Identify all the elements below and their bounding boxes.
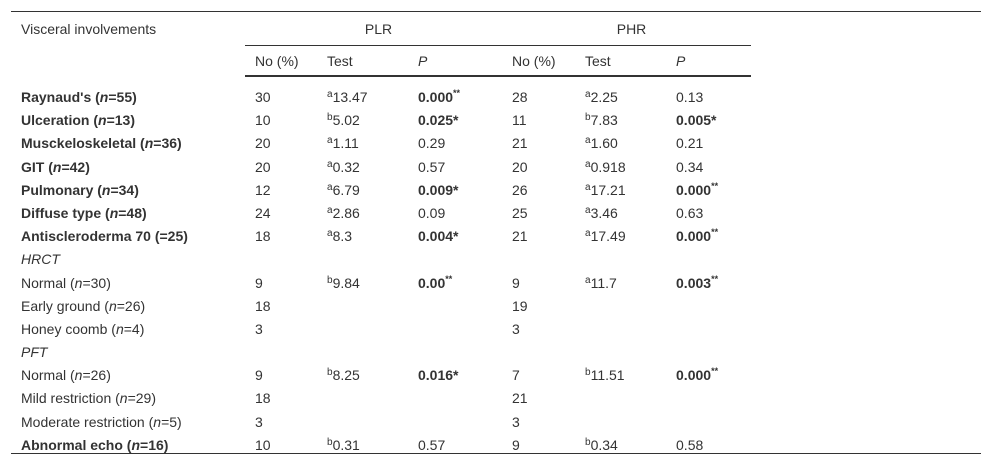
- cell-p: [666, 175, 751, 198]
- cell-no: [502, 105, 575, 128]
- test-prefix: a: [585, 158, 591, 170]
- cell-p: [408, 105, 502, 128]
- p-value: 0.57: [418, 158, 446, 175]
- cell-p: [666, 360, 751, 383]
- row-label: [11, 151, 245, 174]
- cell-no-value: 9: [255, 367, 263, 384]
- header-phr-test: Test: [575, 46, 666, 77]
- significance-mark: **: [711, 366, 719, 377]
- cell-no-value: 21: [512, 390, 528, 407]
- cell-p: [666, 128, 751, 151]
- cell-no-value: 25: [512, 204, 528, 221]
- table-row: [11, 175, 981, 198]
- table-row: [11, 151, 981, 174]
- cell-no-value: 3: [512, 320, 520, 337]
- test-value: 0.32: [332, 158, 360, 175]
- table-row: [11, 267, 981, 290]
- cell-no-value: 20: [512, 158, 528, 175]
- cell-test: [575, 430, 666, 454]
- p-value: 0.003: [676, 274, 712, 291]
- cell-no: [245, 360, 317, 383]
- cell-no-value: 28: [512, 89, 528, 105]
- cell-test: [317, 406, 408, 429]
- p-value: 0.004*: [418, 228, 459, 245]
- p-value: 0.57: [418, 436, 446, 453]
- cell-no-value: 12: [255, 181, 271, 198]
- test-prefix: b: [327, 436, 333, 448]
- row-label-end: =13): [106, 112, 135, 129]
- row-label-text: Pulmonary (: [21, 181, 102, 198]
- test-value: 8.3: [332, 228, 353, 245]
- cell-no: [245, 314, 317, 337]
- cell-test: [575, 314, 666, 337]
- cell-no: [245, 383, 317, 406]
- row-label-text: Musckeloskeletal (: [21, 135, 145, 152]
- cell-no-value: 10: [255, 436, 271, 453]
- row-label-n: n: [153, 413, 162, 430]
- table-row: [11, 128, 981, 151]
- cell-no: [502, 406, 575, 429]
- cell-p: [408, 314, 502, 337]
- cell-p: [666, 76, 751, 105]
- cell-p: [408, 430, 502, 454]
- row-label-text: Early ground (: [21, 297, 109, 314]
- row-label: [11, 221, 245, 244]
- test-prefix: a: [585, 135, 591, 147]
- p-value: 0.63: [676, 204, 704, 221]
- test-value: 2.86: [332, 204, 360, 221]
- table-row: [11, 337, 981, 360]
- cell-no: [245, 128, 317, 151]
- p-value: 0.21: [676, 135, 704, 152]
- cell-test: [575, 105, 666, 128]
- cell-no: [502, 267, 575, 290]
- cell-no-value: 18: [255, 390, 271, 407]
- test-prefix: a: [327, 228, 333, 240]
- section-label: PFT: [21, 344, 48, 361]
- cell-test: [317, 128, 408, 151]
- row-label: [11, 105, 245, 128]
- row-label-text: Ulceration (: [21, 112, 99, 129]
- test-value: 11.7: [590, 274, 617, 291]
- row-label-text: Abnormal echo (: [21, 436, 132, 453]
- row-label-n: n: [101, 181, 111, 198]
- cell-p: [666, 105, 751, 128]
- cell-no: [245, 291, 317, 314]
- p-value: 0.009*: [418, 181, 459, 198]
- cell-no: [502, 221, 575, 244]
- table-row: [11, 406, 981, 429]
- test-prefix: b: [327, 274, 333, 286]
- cell-test: [575, 151, 666, 174]
- cell-no-value: 21: [512, 228, 528, 245]
- test-value: 9.84: [332, 274, 360, 291]
- row-label-text: Antiscleroderma 70 (=25): [21, 228, 188, 245]
- test-prefix: a: [327, 89, 333, 100]
- cell-no: [502, 198, 575, 221]
- row-label-n: n: [109, 204, 119, 221]
- row-label: [11, 406, 245, 429]
- row-label-end: =30): [82, 274, 111, 291]
- row-label: [11, 267, 245, 290]
- cell-no-value: 11: [512, 112, 527, 129]
- p-value: 0.00: [418, 274, 446, 291]
- cell-no-value: 7: [512, 367, 520, 384]
- cell-no: [502, 76, 575, 105]
- row-label-text: Normal (: [21, 367, 75, 384]
- cell-no: [245, 267, 317, 290]
- table-row: [11, 383, 981, 406]
- significance-mark: **: [453, 88, 461, 98]
- header-visceral: Visceral involvements: [11, 12, 245, 46]
- test-value: 6.79: [332, 181, 360, 198]
- p-value: 0.58: [676, 436, 704, 453]
- test-value: 7.83: [590, 112, 618, 129]
- row-label: [11, 430, 245, 454]
- row-label: [11, 291, 245, 314]
- p-value: 0.000: [676, 181, 712, 198]
- section-label: HRCT: [21, 251, 60, 268]
- row-label-n: n: [99, 89, 109, 105]
- row-label-end: =42): [61, 158, 90, 175]
- significance-mark: **: [711, 273, 719, 284]
- cell-no-value: 9: [512, 274, 520, 291]
- cell-p: [408, 383, 502, 406]
- test-value: 17.49: [590, 228, 626, 245]
- cell-no-value: 9: [255, 274, 263, 291]
- cell-p: [666, 151, 751, 174]
- p-value: 0.000: [676, 228, 712, 245]
- row-label-text: GIT (: [21, 158, 53, 175]
- table-row: [11, 76, 981, 105]
- cell-p: [666, 430, 751, 454]
- cell-test: [317, 76, 408, 105]
- row-label-end: =48): [118, 204, 147, 221]
- p-value: 0.025*: [418, 112, 459, 129]
- header-plr-test: Test: [317, 46, 408, 77]
- cell-no-value: 10: [255, 112, 271, 129]
- cell-test: [317, 198, 408, 221]
- cell-p: [408, 267, 502, 290]
- row-label-text: Raynaud's (: [21, 89, 100, 105]
- header-phr-p: P: [666, 46, 751, 77]
- table-row: [11, 314, 981, 337]
- test-prefix: a: [585, 181, 591, 193]
- cell-test: [317, 383, 408, 406]
- p-value: 0.09: [418, 204, 446, 221]
- cell-no: [502, 314, 575, 337]
- test-prefix: b: [585, 367, 591, 379]
- test-prefix: a: [585, 89, 591, 100]
- cell-p: [666, 383, 751, 406]
- header-plr-p: P: [408, 46, 502, 77]
- test-prefix: a: [327, 181, 333, 193]
- cell-no-value: 24: [255, 204, 271, 221]
- cell-no-value: 9: [512, 436, 520, 453]
- test-value: 0.918: [590, 158, 626, 175]
- row-label: [11, 198, 245, 221]
- row-label-end: =26): [82, 367, 111, 384]
- table-row: [11, 221, 981, 244]
- cell-p: [408, 175, 502, 198]
- significance-mark: **: [445, 273, 453, 284]
- cell-no-value: 21: [512, 135, 528, 152]
- cell-p: [408, 198, 502, 221]
- row-label: [11, 383, 245, 406]
- table-row: [11, 244, 981, 267]
- p-value: 0.005*: [676, 112, 717, 129]
- cell-no: [502, 383, 575, 406]
- cell-p: [408, 221, 502, 244]
- row-label: [11, 128, 245, 151]
- cell-p: [666, 291, 751, 314]
- p-value: 0.016*: [418, 367, 459, 384]
- row-label-text: Honey coomb (: [21, 320, 116, 337]
- cell-no: [245, 198, 317, 221]
- row-label-n: n: [131, 436, 141, 453]
- row-label-text: Moderate restriction (: [21, 413, 154, 430]
- cell-test: [575, 291, 666, 314]
- test-value: 0.34: [590, 436, 618, 453]
- significance-mark: **: [711, 227, 719, 238]
- test-value: 2.25: [590, 89, 618, 105]
- cell-no-value: 20: [255, 158, 271, 175]
- table-row: [11, 430, 981, 454]
- row-label-end: =55): [108, 89, 137, 105]
- row-label-n: n: [115, 320, 124, 337]
- cell-test: [317, 105, 408, 128]
- test-value: 17.21: [590, 181, 626, 198]
- results-table-container: [11, 11, 981, 454]
- cell-test: [575, 175, 666, 198]
- test-prefix: a: [585, 228, 591, 240]
- test-prefix: b: [327, 367, 333, 379]
- cell-test: [575, 383, 666, 406]
- test-prefix: a: [585, 204, 591, 216]
- cell-p: [666, 198, 751, 221]
- p-value: 0.29: [418, 135, 446, 152]
- cell-no: [245, 406, 317, 429]
- test-prefix: a: [327, 204, 333, 216]
- p-value: 0.34: [676, 158, 704, 175]
- table-row: [11, 291, 981, 314]
- cell-no: [245, 151, 317, 174]
- cell-test: [575, 267, 666, 290]
- cell-no: [245, 430, 317, 454]
- table-row: [11, 198, 981, 221]
- cell-test: [575, 198, 666, 221]
- cell-test: [317, 221, 408, 244]
- cell-p: [666, 314, 751, 337]
- cell-no: [245, 221, 317, 244]
- row-label-end: =16): [140, 436, 169, 453]
- row-label-end: =26): [116, 297, 146, 314]
- table-body: [11, 76, 981, 453]
- test-value: 13.47: [332, 89, 368, 105]
- row-label-end: =34): [110, 181, 139, 198]
- test-prefix: a: [585, 274, 591, 286]
- cell-test: [575, 221, 666, 244]
- row-label-n: n: [74, 367, 83, 384]
- cell-no-value: 18: [255, 228, 271, 245]
- cell-test: [317, 267, 408, 290]
- cell-test: [317, 360, 408, 383]
- cell-p: [666, 406, 751, 429]
- row-label-n: n: [119, 390, 128, 407]
- row-label-n: n: [108, 297, 117, 314]
- p-value: 0.000: [676, 367, 712, 384]
- significance-mark: **: [711, 180, 719, 191]
- row-label: [11, 360, 245, 383]
- cell-no: [502, 175, 575, 198]
- test-value: 1.60: [590, 135, 618, 152]
- test-prefix: b: [585, 112, 591, 124]
- test-value: 11.51: [590, 367, 625, 384]
- cell-no-value: 3: [255, 413, 263, 430]
- cell-test: [575, 360, 666, 383]
- cell-p: [408, 406, 502, 429]
- cell-test: [317, 430, 408, 454]
- cell-no: [245, 105, 317, 128]
- test-prefix: b: [585, 436, 591, 448]
- row-label: [11, 175, 245, 198]
- cell-no: [502, 430, 575, 454]
- header-plr-no: No (%): [245, 46, 317, 77]
- test-prefix: a: [327, 135, 333, 147]
- cell-no-value: 30: [255, 89, 271, 105]
- table-row: [11, 105, 981, 128]
- cell-no-value: 26: [512, 181, 528, 198]
- cell-p: [408, 151, 502, 174]
- cell-no: [502, 291, 575, 314]
- row-label-text: Normal (: [21, 274, 75, 291]
- header-group-plr: PLR: [245, 12, 502, 46]
- table-row: [11, 360, 981, 383]
- cell-no-value: 3: [512, 413, 520, 430]
- header-phr-no: No (%): [502, 46, 575, 77]
- row-label: [11, 314, 245, 337]
- row-label-end: =29): [127, 390, 157, 407]
- p-value: 0.13: [676, 89, 704, 105]
- test-value: 8.25: [332, 367, 360, 384]
- test-value: 3.46: [590, 204, 618, 221]
- cell-p: [666, 267, 751, 290]
- cell-no-value: 18: [255, 297, 271, 314]
- cell-no: [502, 128, 575, 151]
- p-value: 0.000: [418, 89, 454, 105]
- row-label-text: Mild restriction (: [21, 390, 120, 407]
- cell-no-value: 19: [512, 297, 528, 314]
- cell-no-value: 3: [255, 320, 263, 337]
- cell-test: [575, 406, 666, 429]
- row-label-text: Diffuse type (: [21, 204, 110, 221]
- row-label-end: =5): [161, 413, 182, 430]
- cell-test: [317, 291, 408, 314]
- results-table: [11, 11, 981, 454]
- row-label-n: n: [144, 135, 154, 152]
- cell-test: [575, 128, 666, 151]
- row-label-n: n: [98, 112, 107, 129]
- cell-p: [408, 291, 502, 314]
- cell-no-value: 20: [255, 135, 271, 152]
- cell-test: [317, 175, 408, 198]
- row-label: [11, 76, 245, 105]
- cell-no: [502, 360, 575, 383]
- cell-no: [502, 151, 575, 174]
- row-label-end: =36): [153, 135, 182, 152]
- row-label-n: n: [52, 158, 62, 175]
- row-label-end: =4): [123, 320, 145, 337]
- cell-p: [408, 128, 502, 151]
- cell-test: [317, 314, 408, 337]
- test-prefix: a: [327, 158, 333, 170]
- test-value: 0.31: [332, 436, 360, 453]
- row-label-n: n: [74, 274, 83, 291]
- test-value: 5.02: [332, 112, 360, 129]
- cell-test: [575, 76, 666, 105]
- cell-test: [317, 151, 408, 174]
- cell-p: [666, 221, 751, 244]
- cell-p: [408, 360, 502, 383]
- header-group-phr: PHR: [502, 12, 751, 46]
- cell-no: [245, 175, 317, 198]
- cell-p: [408, 76, 502, 105]
- test-value: 1.11: [332, 135, 359, 152]
- cell-no: [245, 76, 317, 105]
- test-prefix: b: [327, 112, 333, 124]
